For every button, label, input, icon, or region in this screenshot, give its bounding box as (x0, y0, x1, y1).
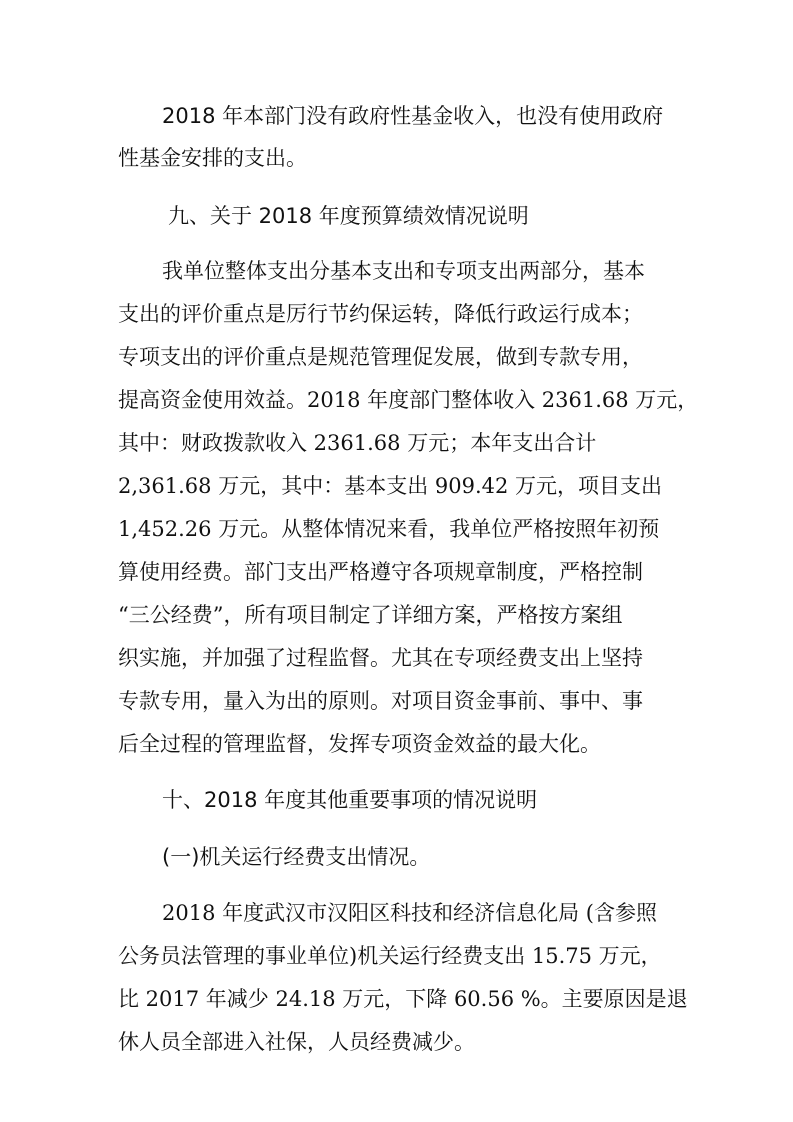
paragraph-line: 织实施，并加强了过程监督。尤其在专项经费支出上坚持 (118, 646, 643, 670)
paragraph-line: 2018 年本部门没有政府性基金收入，也没有使用政府 (162, 104, 664, 128)
paragraph-line: 提高资金使用效益。2018 年度部门整体收入 2361.68 万元， (118, 388, 699, 412)
paragraph-line: “三公经费”，所有项目制定了详细方案，严格按方案组 (118, 603, 623, 627)
paragraph-line: 我单位整体支出分基本支出和专项支出两部分，基本 (162, 259, 645, 283)
subsection-heading: (一)机关运行经费支出情况。 (162, 845, 431, 869)
section-heading: 九、关于 2018 年度预算绩效情况说明 (168, 204, 529, 228)
paragraph-line: 公务员法管理的事业单位)机关运行经费支出 15.75 万元， (118, 944, 662, 968)
paragraph-line: 其中：财政拨款收入 2361.68 万元；本年支出合计 (118, 431, 597, 455)
paragraph-line: 2,361.68 万元，其中：基本支出 909.42 万元，项目支出 (118, 474, 663, 498)
paragraph-line: 专款专用，量入为出的原则。对项目资金事前、事中、事 (118, 689, 643, 713)
paragraph-line: 1,452.26 万元。从整体情况来看，我单位严格按照年初预 (118, 517, 660, 541)
paragraph-line: 算使用经费。部门支出严格遵守各项规章制度，严格控制 (118, 560, 643, 584)
paragraph-line: 性基金安排的支出。 (118, 146, 307, 170)
paragraph-line: 后全过程的管理监督，发挥专项资金效益的最大化。 (118, 732, 601, 756)
paragraph-line: 比 2017 年减少 24.18 万元，下降 60.56 %。主要原因是退 (118, 987, 688, 1011)
paragraph-line: 2018 年度武汉市汉阳区科技和经济信息化局 (含参照 (162, 901, 657, 925)
paragraph-line: 休人员全部进入社保，人员经费减少。 (118, 1030, 475, 1054)
paragraph-line: 支出的评价重点是厉行节约保运转，降低行政运行成本； (118, 302, 643, 326)
section-heading: 十、2018 年度其他重要事项的情况说明 (162, 788, 538, 812)
paragraph-line: 专项支出的评价重点是规范管理促发展，做到专款专用， (118, 345, 643, 369)
